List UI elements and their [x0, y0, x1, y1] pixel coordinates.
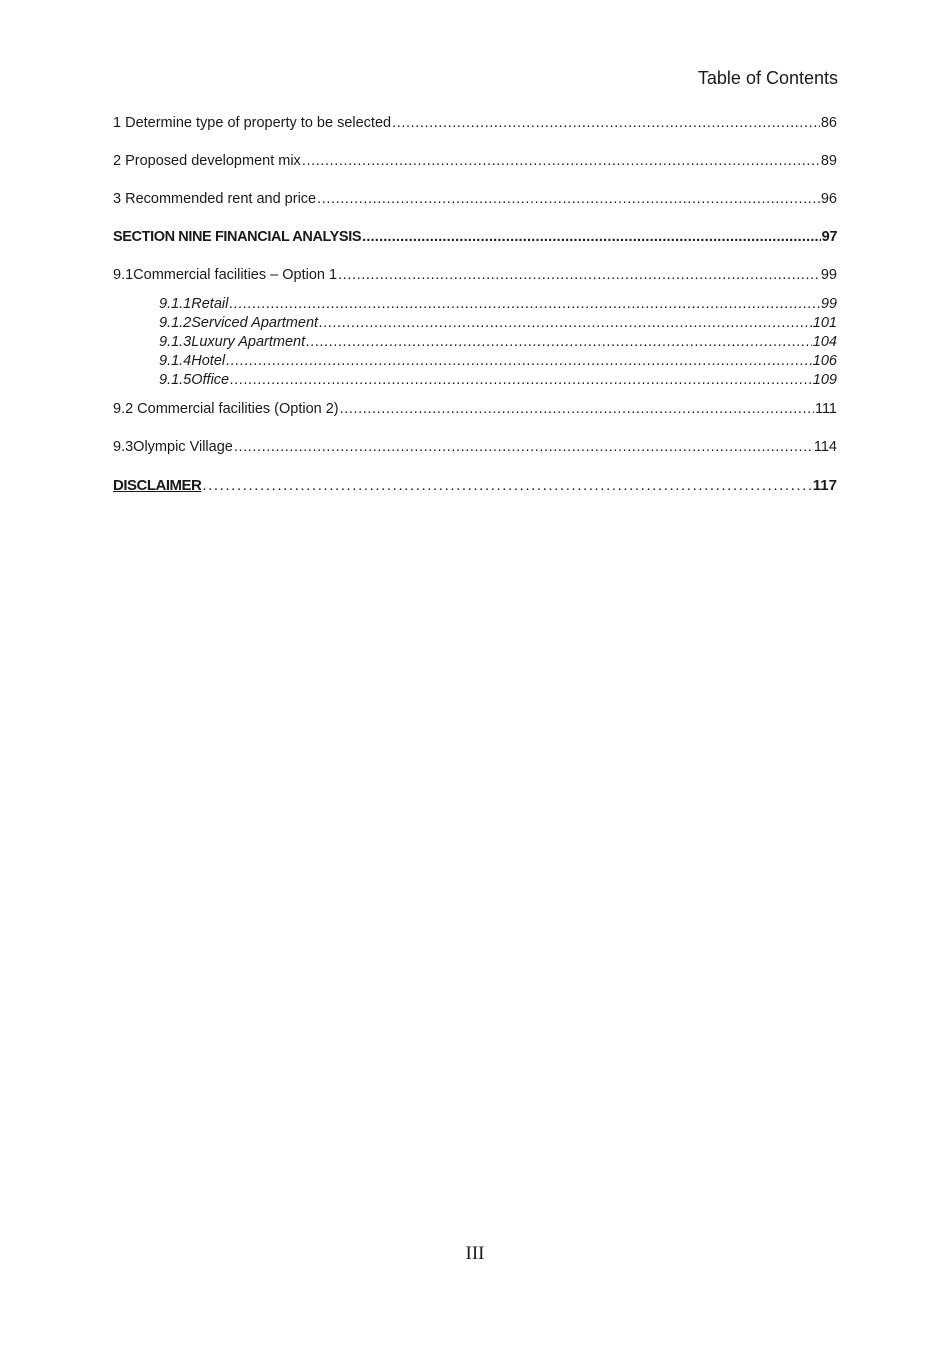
- toc-leader-dots: [319, 314, 812, 332]
- toc-entry-number: 9.1.3: [159, 334, 192, 350]
- toc-entry-page: 114: [813, 439, 837, 455]
- toc-entry-page: 111: [814, 401, 837, 417]
- toc-entry-page: 89: [820, 153, 837, 169]
- page-header-title: Table of Contents: [697, 68, 838, 88]
- toc-leader-dots: [202, 477, 811, 495]
- page-number: III: [465, 1243, 485, 1264]
- toc-entry-9-1-1[interactable]: [159, 295, 837, 313]
- toc-entry-number: 9.1.5: [159, 372, 192, 388]
- toc-entry-page: 97: [821, 229, 837, 245]
- toc-entry-9-2[interactable]: [113, 400, 837, 418]
- toc-entry-determine-property[interactable]: [113, 114, 837, 132]
- toc-entry-page: 104: [812, 334, 837, 350]
- toc-entry-9-1-4[interactable]: [159, 352, 837, 370]
- toc-entry-label: Luxury Apartment: [191, 334, 306, 350]
- toc-entry-label: Olympic Village: [133, 439, 233, 455]
- toc-leader-dots: [392, 114, 820, 132]
- toc-entry-section-nine[interactable]: [113, 228, 837, 246]
- toc-entry-label: 1 Determine type of property to be selected: [113, 115, 392, 131]
- toc-entry-page: 109: [812, 372, 837, 388]
- toc-entry-number: 9.1.4: [159, 353, 192, 369]
- toc-leader-dots: [306, 333, 812, 351]
- toc-entry-number: 9.1.1: [159, 296, 192, 312]
- toc-entry-page: 99: [820, 296, 837, 312]
- toc-entry-label: 2 Proposed development mix: [113, 153, 301, 169]
- toc-leader-dots: [229, 295, 820, 313]
- toc-entry-9-3[interactable]: [113, 438, 837, 456]
- toc-leader-dots: [340, 400, 814, 418]
- toc-entry-label: Office: [191, 372, 230, 388]
- toc-entry-page: 96: [820, 191, 837, 207]
- toc-entry-number: 9.3: [113, 439, 134, 455]
- toc-entry-label: Commercial facilities – Option 1: [133, 267, 338, 283]
- toc-entry-page: 101: [812, 315, 837, 331]
- toc-entry-label: 9.2 Commercial facilities (Option 2): [113, 401, 339, 417]
- toc-leader-dots: [317, 190, 820, 208]
- toc-entry-number: 9.1.2: [159, 315, 192, 331]
- toc-entry-label: 3 Recommended rent and price: [113, 191, 317, 207]
- toc-entry-label: SECTION NINE FINANCIAL ANALYSIS: [113, 229, 362, 245]
- toc-entry-9-1[interactable]: [113, 266, 837, 284]
- toc-entry-label: DISCLAIMER: [113, 477, 202, 494]
- toc-entry-page: 117: [812, 477, 837, 494]
- toc-entry-number: 9.1: [113, 267, 134, 283]
- toc-leader-dots: [226, 352, 812, 370]
- toc-entry-9-1-3[interactable]: [159, 333, 837, 351]
- toc-leader-dots: [234, 438, 813, 456]
- toc-entry-9-1-5[interactable]: [159, 371, 837, 389]
- toc-entry-rent-price[interactable]: [113, 190, 837, 208]
- toc-entry-9-1-2[interactable]: [159, 314, 837, 332]
- toc-entry-label: Hotel: [191, 353, 226, 369]
- toc-leader-dots: [338, 266, 820, 284]
- toc-leader-dots: [302, 152, 820, 170]
- toc-entry-page: 86: [820, 115, 837, 131]
- toc-entry-page: 106: [812, 353, 837, 369]
- toc-entry-development-mix[interactable]: [113, 152, 837, 170]
- toc-leader-dots: [230, 371, 812, 389]
- toc-entry-disclaimer[interactable]: [113, 477, 837, 495]
- toc-entry-label: Serviced Apartment: [191, 315, 319, 331]
- toc-entry-page: 99: [820, 267, 837, 283]
- toc-leader-dots: [362, 228, 821, 246]
- toc-entry-label: Retail: [191, 296, 229, 312]
